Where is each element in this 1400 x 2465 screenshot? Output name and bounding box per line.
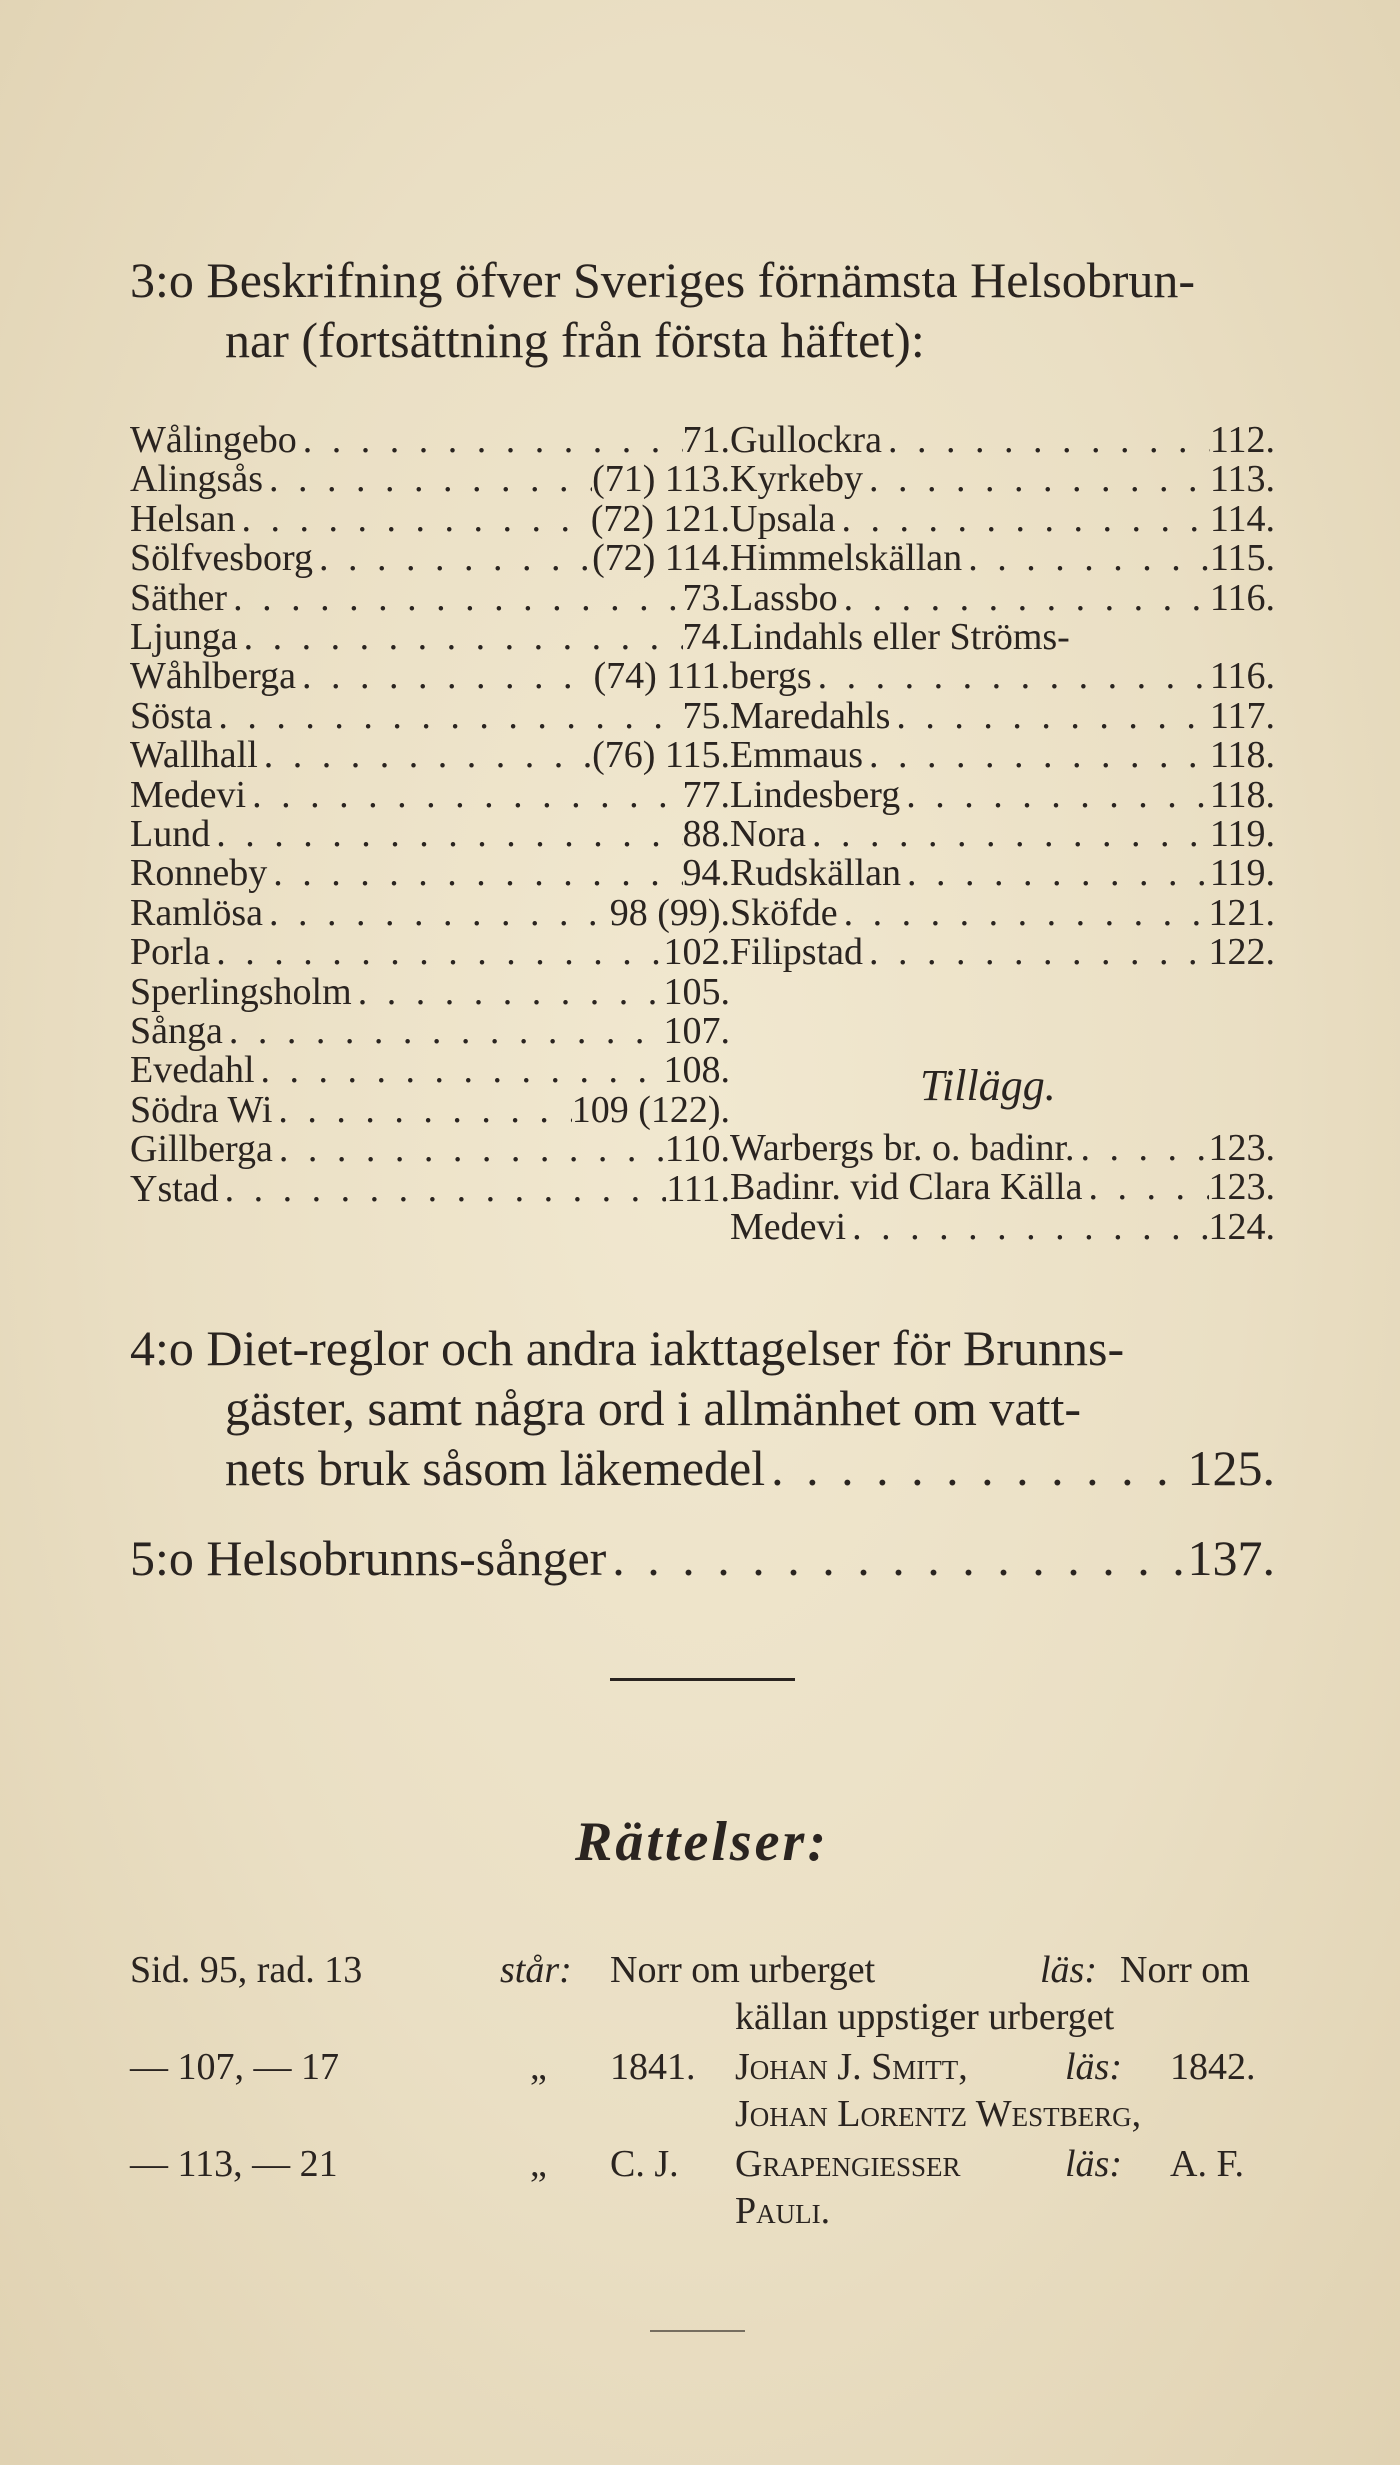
leader-dots xyxy=(838,578,1210,618)
section-4-line3 xyxy=(225,1438,1275,1498)
toc-entry xyxy=(730,853,1275,893)
divider-rule xyxy=(610,1678,795,1681)
toc-entry xyxy=(130,853,730,893)
section-4-line2: gäster, samt några ord i allmänhet om vatt- xyxy=(225,1380,1082,1436)
toc-entry xyxy=(130,932,730,972)
errata-wrong: C. J. xyxy=(610,2143,679,2185)
section-3-line2: nar (fortsättning från första häftet): xyxy=(225,312,925,368)
toc-entry-name: Kyrkeby xyxy=(730,458,863,501)
toc-entry xyxy=(730,656,1275,696)
errata-star: „ xyxy=(530,2143,547,2185)
errata-continuation: Pauli. xyxy=(735,2190,831,2232)
toc-entry xyxy=(130,420,730,460)
toc-entry-page: (72) 121. xyxy=(590,497,730,540)
errata-name: Grapengiesser xyxy=(735,2143,961,2185)
toc-entry-page: 102. xyxy=(663,931,730,974)
leader-dots xyxy=(212,696,682,736)
toc-entry-name: Maredahls xyxy=(730,694,891,737)
errata-right: A. F. xyxy=(1170,2143,1245,2185)
errata-name: Johan J. Smitt, xyxy=(735,2046,968,2088)
toc-entry-name: Wallhall xyxy=(130,734,258,777)
leader-dots xyxy=(255,1050,664,1090)
leader-dots xyxy=(900,775,1210,815)
leader-dots xyxy=(901,853,1210,893)
toc-entry xyxy=(130,735,730,775)
errata-ref: — 113, — 21 xyxy=(130,2143,338,2185)
section-4-page: 125. xyxy=(1187,1440,1275,1496)
toc-entry-page: (71) 113. xyxy=(592,458,730,501)
toc-entry-name: Säther xyxy=(130,576,228,619)
toc-entry xyxy=(130,1050,730,1090)
leader-dots xyxy=(846,1207,1208,1247)
toc-entry xyxy=(130,814,730,854)
leader-dots xyxy=(765,1438,1187,1498)
toc-entry-page: 71. xyxy=(682,419,730,461)
toc-entry xyxy=(730,735,1275,775)
toc-entry xyxy=(130,1169,730,1209)
toc-entry-page: 122. xyxy=(1208,931,1275,974)
toc-entry-name: Filipstad xyxy=(730,931,864,974)
toc-entry-name: Ystad xyxy=(130,1167,219,1210)
toc-entry xyxy=(730,617,1275,657)
leader-dots xyxy=(263,893,610,933)
leader-dots xyxy=(223,1011,664,1051)
toc-entry-name: Gullockra xyxy=(730,419,882,461)
section-5-page: 137. xyxy=(1187,1530,1275,1586)
toc-entry-name: Wåhlberga xyxy=(130,655,296,698)
section-4-text: nets bruk såsom läkemedel xyxy=(225,1440,766,1496)
toc-entry-page: 124. xyxy=(1208,1205,1275,1248)
toc-entry xyxy=(730,578,1275,618)
toc-entry-name: Lindesberg xyxy=(730,773,901,816)
toc-entry xyxy=(730,1207,1275,1247)
toc-entry-name: Upsala xyxy=(730,497,836,540)
toc-entry xyxy=(730,696,1275,736)
toc-entry-page: 119. xyxy=(1209,813,1275,855)
toc-entry xyxy=(730,775,1275,815)
leader-dots xyxy=(352,972,664,1012)
toc-entry-name: Emmaus xyxy=(730,734,863,777)
toc-entry xyxy=(730,1128,1275,1168)
toc-entry xyxy=(130,656,730,696)
section-5-text: 5:o Helsobrunns-sånger xyxy=(130,1530,607,1586)
toc-entry-page: 74. xyxy=(682,616,730,658)
leader-dots xyxy=(890,696,1210,736)
leader-dots xyxy=(812,656,1210,696)
leader-dots xyxy=(962,538,1210,578)
toc-entry-page: 110. xyxy=(664,1128,730,1171)
errata-las: läs: xyxy=(1040,1949,1097,1991)
leader-dots xyxy=(210,932,663,972)
toc-entry xyxy=(730,538,1275,578)
errata-las: läs: xyxy=(1065,2143,1122,2185)
toc-entry-page: 111. xyxy=(666,1167,730,1210)
toc-entry-page: 117. xyxy=(1209,694,1275,737)
toc-entry-name: Lindahls eller Ströms- xyxy=(730,616,1070,658)
toc-entry xyxy=(730,1167,1275,1207)
leader-dots xyxy=(863,459,1210,499)
toc-entry-page: 77. xyxy=(682,773,730,816)
leader-dots xyxy=(273,1129,665,1169)
toc-entry-name: Evedahl xyxy=(130,1049,255,1092)
leader-dots xyxy=(238,617,683,657)
leader-dots xyxy=(219,1169,667,1209)
toc-entry-name: Gillberga xyxy=(130,1128,273,1171)
toc-entry-name: Sperlingsholm xyxy=(130,970,352,1013)
section-4-line1: 4:o Diet-reglor och andra iakttagelser för Brunns- xyxy=(130,1320,1125,1376)
errata-right: 1842. xyxy=(1170,2046,1256,2088)
toc-entry-name: Himmelskällan xyxy=(730,537,963,580)
toc-entry-page: 119. xyxy=(1209,852,1275,895)
toc-entry-page: 118. xyxy=(1209,773,1275,816)
leader-dots xyxy=(863,932,1208,972)
errata-las: läs: xyxy=(1065,2046,1122,2088)
rattelser-heading: Rättelser: xyxy=(575,1811,829,1873)
toc-entry-name: Nora xyxy=(730,813,806,855)
toc-entry-name: Sånga xyxy=(130,1010,223,1052)
leader-dots xyxy=(246,775,682,815)
leader-dots xyxy=(297,420,683,460)
section-5-line xyxy=(130,1528,1275,1588)
toc-entry-page: 98 (99). xyxy=(609,891,730,934)
toc-entry-name: Ljunga xyxy=(130,616,238,658)
toc-entry-name: Warbergs br. o. badinr. xyxy=(730,1127,1075,1169)
toc-entry-page: 123. xyxy=(1208,1127,1275,1169)
toc-entry xyxy=(130,972,730,1012)
toc-entry-name: Alingsås xyxy=(130,458,263,501)
toc-entry-name: Södra Wi xyxy=(130,1088,273,1131)
leader-dots xyxy=(863,735,1210,775)
toc-entry-name: Medevi xyxy=(730,1205,847,1248)
errata-right: Norr om xyxy=(1120,1949,1250,1991)
leader-dots xyxy=(272,1090,571,1130)
toc-entry-name: Sköfde xyxy=(730,891,838,934)
leader-dots xyxy=(267,853,682,893)
toc-entry xyxy=(730,932,1275,972)
toc-entry-name: Porla xyxy=(130,931,211,974)
errata-ref: Sid. 95, rad. 13 xyxy=(130,1949,363,1991)
toc-entry-page: (76) 115. xyxy=(592,734,730,777)
toc-entry-name: bergs xyxy=(730,655,812,698)
toc-entry-name: Medevi xyxy=(130,773,247,816)
toc-entry xyxy=(730,814,1275,854)
toc-entry-page: 94. xyxy=(682,852,730,895)
toc-entry-page: 115. xyxy=(1209,537,1275,580)
toc-entry xyxy=(130,1090,730,1130)
leader-dots xyxy=(836,499,1210,539)
leader-dots xyxy=(258,735,592,775)
toc-entry xyxy=(130,617,730,657)
leader-dots xyxy=(227,578,682,618)
toc-entry-page: 112. xyxy=(1209,419,1275,461)
toc-entry-page: (72) 114. xyxy=(592,537,730,580)
errata-star: „ xyxy=(530,2046,547,2088)
toc-entry xyxy=(130,1011,730,1051)
toc-entry-page: 113. xyxy=(1209,458,1275,501)
leader-dots xyxy=(263,459,592,499)
toc-entry-page: 75. xyxy=(682,694,730,737)
leader-dots xyxy=(806,814,1210,854)
toc-entry xyxy=(130,696,730,736)
toc-entry xyxy=(730,459,1275,499)
toc-entry-page: 116. xyxy=(1209,576,1275,619)
leader-dots xyxy=(838,893,1209,933)
errata-wrong: 1841. xyxy=(610,2046,696,2088)
toc-entry-name: Helsan xyxy=(130,497,236,540)
toc-entry-page: (74) 111. xyxy=(593,655,730,698)
toc-entry xyxy=(130,893,730,933)
errata-ref: — 107, — 17 xyxy=(130,2046,339,2088)
leader-dots xyxy=(210,814,682,854)
toc-entry-page: 114. xyxy=(1209,497,1275,540)
toc-entry xyxy=(730,499,1275,539)
leader-dots xyxy=(606,1528,1187,1588)
errata-continuation: källan uppstiger urberget xyxy=(735,1996,1115,2038)
toc-entry-page: 121. xyxy=(1208,891,1275,934)
toc-entry xyxy=(130,775,730,815)
toc-entry-name: Wålingebo xyxy=(130,419,297,461)
toc-entry-page: 116. xyxy=(1209,655,1275,698)
tillagg-heading: Tillägg. xyxy=(920,1061,1056,1110)
toc-entry-page: 107. xyxy=(663,1010,730,1052)
toc-entry-page: 123. xyxy=(1208,1166,1275,1209)
leader-dots xyxy=(313,538,592,578)
toc-entry-page: 73. xyxy=(682,576,730,619)
toc-entry-name: Sölfvesborg xyxy=(130,537,313,580)
toc-entry-page: 118. xyxy=(1209,734,1275,777)
toc-entry-page: 109 (122). xyxy=(571,1088,730,1131)
toc-entry-name: Lund xyxy=(130,813,211,855)
toc-entry-name: Lassbo xyxy=(730,576,838,619)
leader-dots xyxy=(1075,1128,1209,1168)
toc-entry-name: Badinr. vid Clara Källa xyxy=(730,1166,1083,1209)
toc-entry xyxy=(730,893,1275,933)
toc-entry xyxy=(130,499,730,539)
toc-entry-page: 108. xyxy=(663,1049,730,1092)
leader-dots xyxy=(296,656,594,696)
leader-dots xyxy=(236,499,591,539)
toc-entry-name: Sösta xyxy=(130,694,213,737)
toc-entry-page: 88. xyxy=(682,813,730,855)
leader-dots xyxy=(882,420,1210,460)
section-3-line1: 3:o Beskrifning öfver Sveriges förnämsta Helsobrun- xyxy=(130,252,1196,308)
errata-wrong: Norr om urberget xyxy=(610,1949,876,1991)
toc-entry xyxy=(730,420,1275,460)
errata-continuation: Johan Lorentz Westberg, xyxy=(735,2093,1142,2135)
ornament-rule xyxy=(650,2330,745,2332)
toc-entry-name: Ramlösa xyxy=(130,891,263,934)
toc-entry xyxy=(130,578,730,618)
toc-entry xyxy=(130,459,730,499)
toc-entry xyxy=(130,1129,730,1169)
leader-dots xyxy=(1082,1167,1208,1207)
toc-entry-page: 105. xyxy=(663,970,730,1013)
toc-entry xyxy=(130,538,730,578)
errata-star: står: xyxy=(500,1949,572,1991)
toc-entry-name: Rudskällan xyxy=(730,852,901,895)
toc-entry-name: Ronneby xyxy=(130,852,268,895)
